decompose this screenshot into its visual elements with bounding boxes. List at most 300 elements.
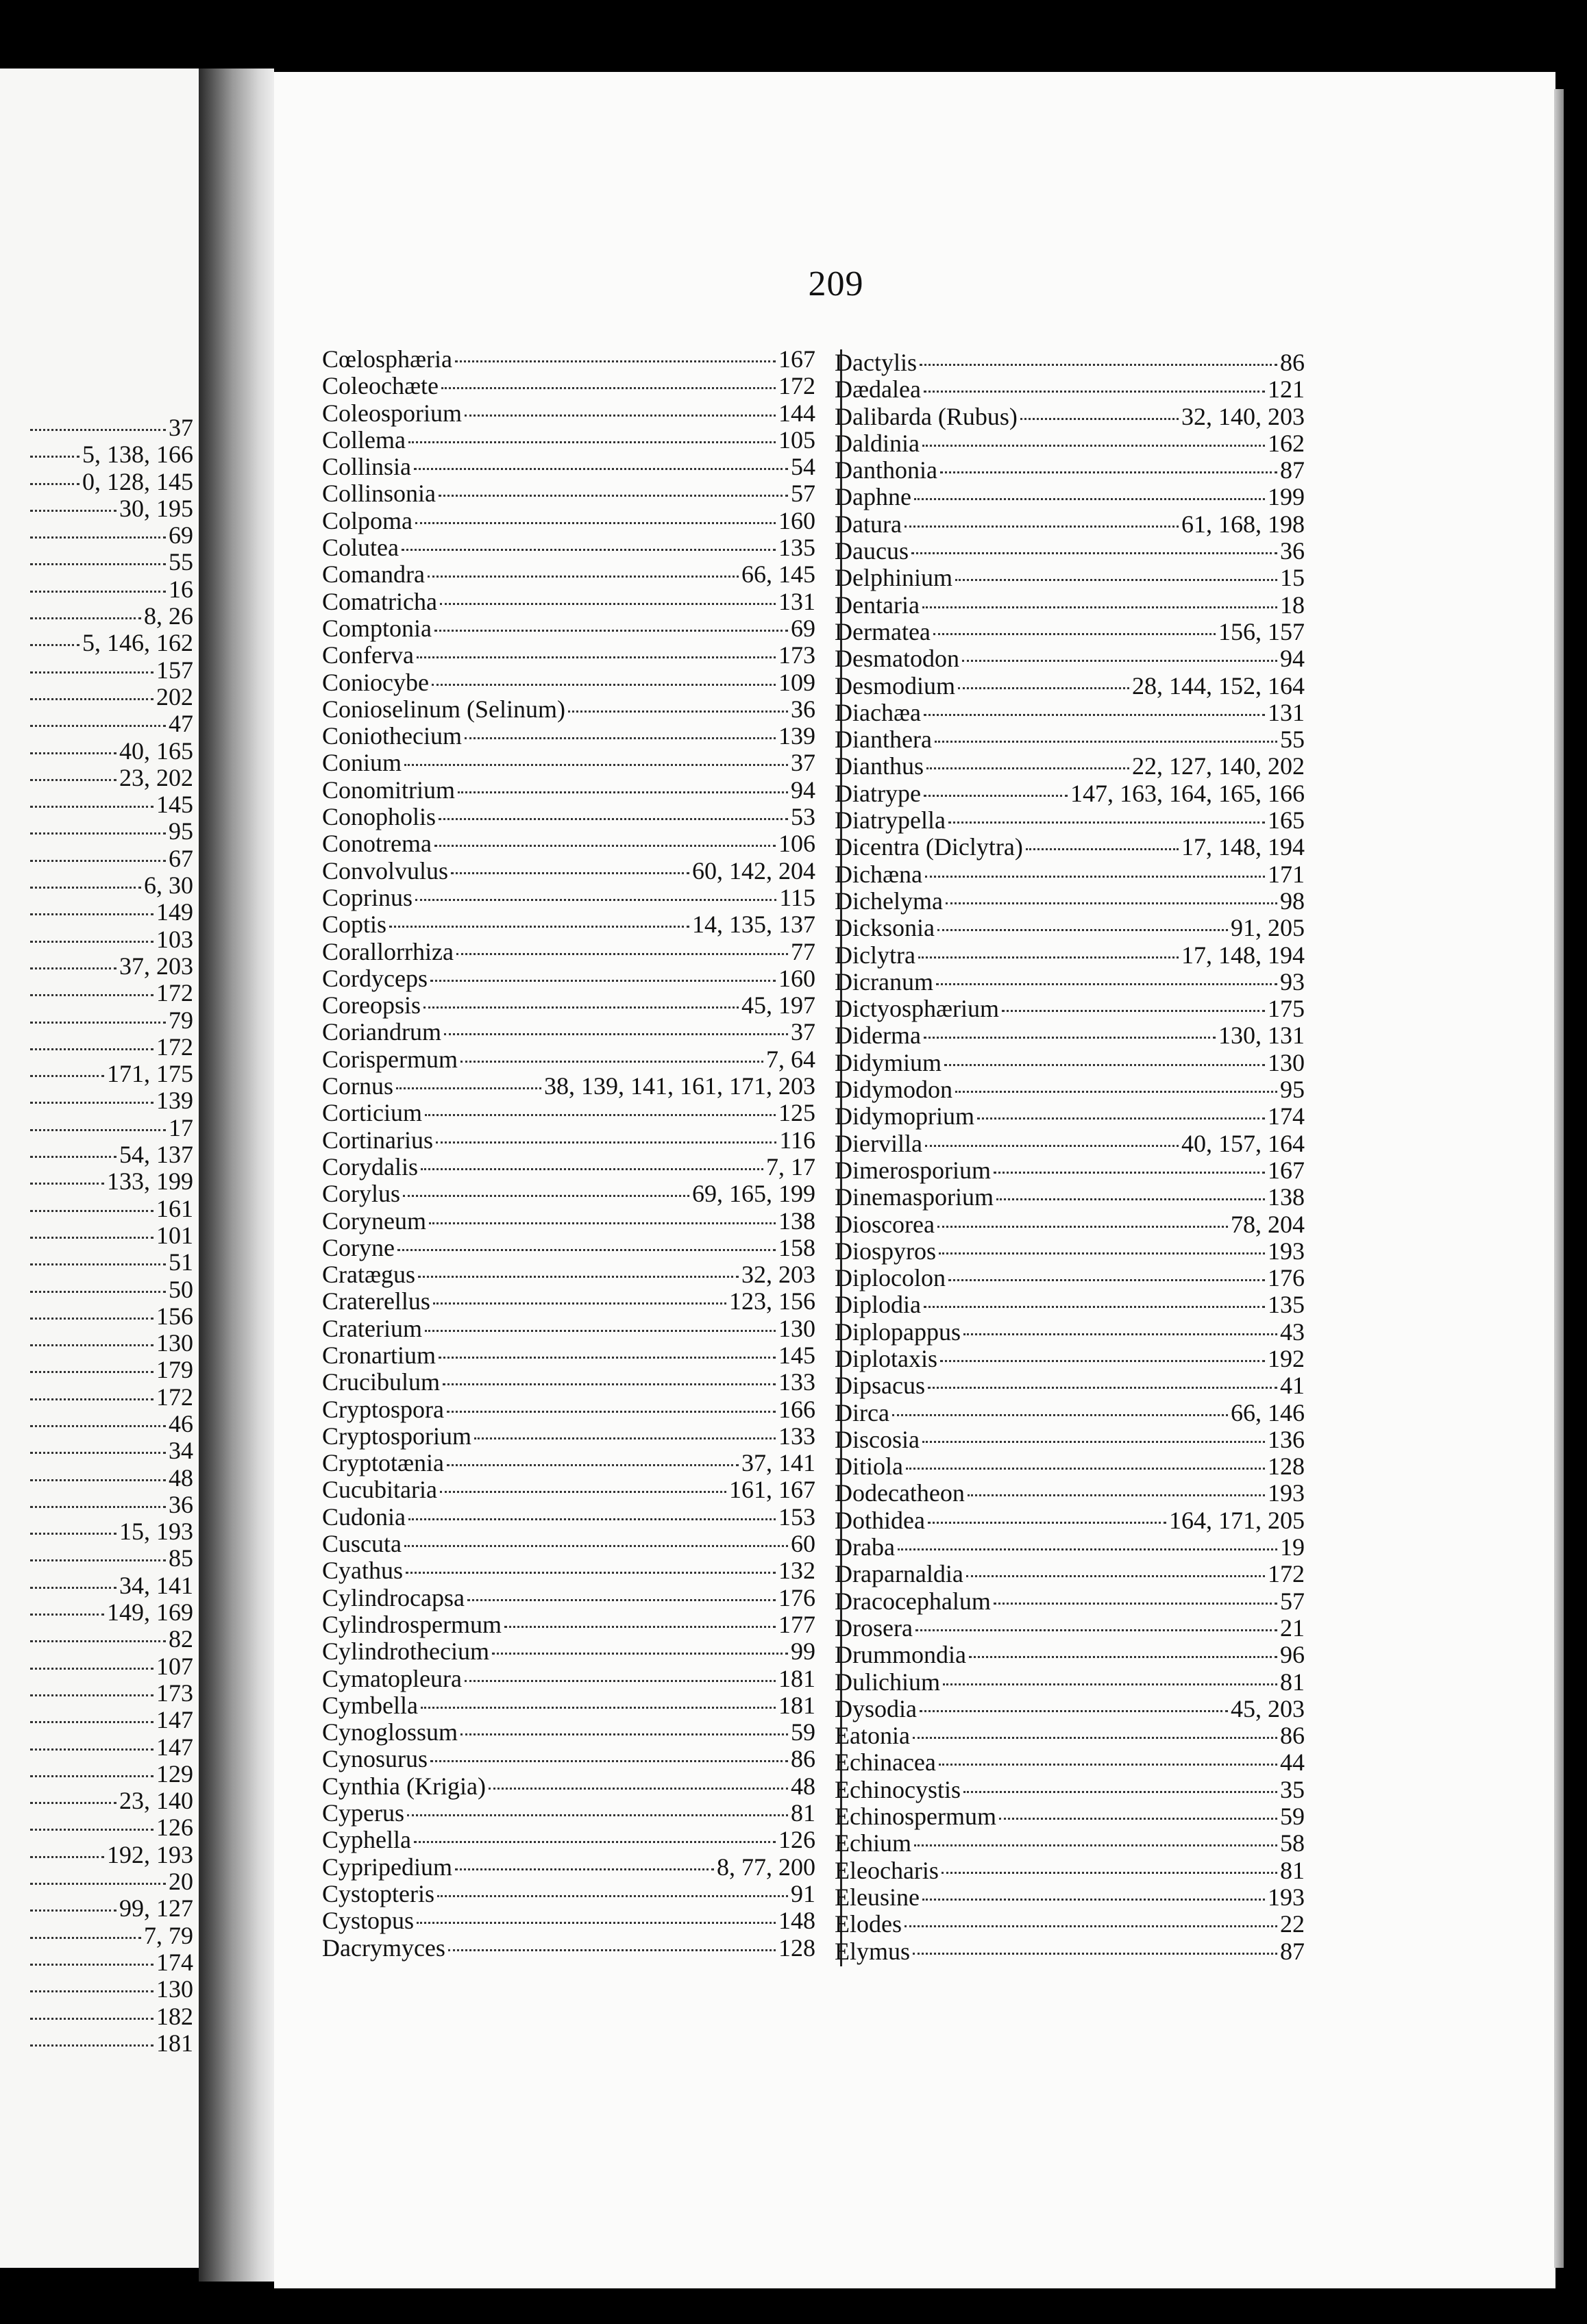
index-entry [322, 1907, 815, 1934]
dot-leader [425, 1114, 776, 1116]
index-entry [322, 508, 815, 534]
entry-pages: 57 [791, 480, 815, 508]
left-page-fragment [27, 1895, 199, 1922]
entry-pages: 145 [778, 1342, 815, 1369]
dot-leader [460, 1061, 763, 1063]
fragment-pages: 37, 203 [119, 952, 193, 980]
entry-pages: 133 [778, 1422, 815, 1450]
index-entry [322, 1180, 815, 1207]
dot-leader [969, 1656, 1277, 1658]
fragment-pages: 5, 138, 166 [82, 441, 193, 469]
entry-name: Cortinarius [322, 1126, 433, 1154]
index-entry [322, 1935, 815, 1962]
left-page-index-fragments [27, 415, 199, 2057]
index-entry [322, 1854, 815, 1881]
left-page [0, 69, 199, 2268]
dot-leader [1020, 418, 1179, 420]
entry-name: Eatonia [835, 1722, 910, 1750]
left-page-fragment [27, 926, 199, 953]
entry-pages: 147, 163, 164, 165, 166 [1070, 780, 1305, 807]
entry-name: Dimerosporium [835, 1157, 991, 1184]
entry-pages: 193 [1268, 1883, 1305, 1911]
dot-leader [417, 1922, 776, 1924]
entry-pages: 45, 197 [741, 992, 815, 1019]
entry-name: Cylindrothecium [322, 1638, 489, 1666]
dot-leader [924, 1037, 1216, 1039]
left-page-fragment [27, 1034, 199, 1061]
dot-leader [939, 1252, 1265, 1254]
entry-name: Cylindrospermum [322, 1611, 502, 1638]
entry-pages: 175 [1268, 996, 1305, 1023]
fragment-pages: 133, 199 [107, 1167, 193, 1196]
fragment-pages: 46 [169, 1409, 193, 1437]
dot-leader [30, 1318, 153, 1320]
fragment-pages: 37 [169, 414, 193, 441]
dot-leader [429, 1222, 776, 1224]
index-entry [322, 1288, 815, 1315]
index-entry [322, 1504, 815, 1531]
index-entry [835, 673, 1305, 700]
entry-pages: 176 [1268, 1265, 1305, 1292]
dot-leader [30, 2044, 153, 2047]
entry-pages: 21 [1280, 1614, 1305, 1642]
index-entry [835, 484, 1305, 510]
index-entry [835, 807, 1305, 834]
left-page-fragment [27, 1061, 199, 1087]
dot-leader [467, 1599, 776, 1601]
entry-pages: 160 [778, 507, 815, 534]
entry-pages: 192 [1268, 1345, 1305, 1372]
dot-leader [937, 1226, 1228, 1228]
index-entry [322, 1773, 815, 1800]
dot-leader [465, 1680, 776, 1682]
entry-pages: 91, 205 [1231, 915, 1305, 942]
fragment-pages: 103 [156, 925, 193, 953]
dot-leader [439, 1357, 776, 1359]
entry-name: Ditiola [835, 1453, 903, 1481]
entry-pages: 94 [1280, 645, 1305, 673]
fragment-pages: 47 [169, 710, 193, 738]
left-page-fragment [27, 2003, 199, 2030]
index-entry [835, 1372, 1305, 1399]
entry-name: Dianthera [835, 726, 932, 754]
index-entry [322, 1719, 815, 1746]
dot-leader [30, 1425, 166, 1427]
index-entry [322, 1611, 815, 1638]
dot-leader [963, 1791, 1277, 1793]
entry-pages: 130 [1268, 1049, 1305, 1076]
entry-name: Eleocharis [835, 1857, 939, 1884]
entry-pages: 156, 157 [1218, 618, 1305, 645]
dot-leader [421, 1707, 776, 1709]
entry-pages: 93 [1280, 968, 1305, 996]
index-entry [322, 1746, 815, 1772]
dot-leader [1026, 848, 1179, 850]
index-entry [322, 454, 815, 480]
entry-pages: 109 [778, 669, 815, 696]
left-page-fragment [27, 1949, 199, 1976]
dot-leader [30, 1129, 166, 1131]
index-entry [322, 642, 815, 669]
dot-leader [30, 456, 79, 458]
entry-name: Dioscorea [835, 1211, 935, 1238]
left-page-fragment [27, 1168, 199, 1195]
dot-leader [504, 1626, 776, 1628]
entry-pages: 132 [778, 1557, 815, 1585]
dot-leader [30, 1102, 153, 1104]
dot-leader [944, 1064, 1265, 1066]
index-entry [322, 1666, 815, 1692]
fragment-pages: 54, 137 [119, 1141, 193, 1169]
entry-pages: 57 [1280, 1587, 1305, 1615]
entry-name: Coleochæte [322, 373, 439, 400]
entry-name: Datura [835, 510, 902, 538]
fragment-pages: 202 [156, 682, 193, 710]
entry-pages: 55 [1280, 726, 1305, 754]
dot-leader [922, 445, 1265, 447]
left-page-fragment [27, 1437, 199, 1464]
fragment-pages: 171, 175 [107, 1060, 193, 1088]
entry-pages: 66, 145 [741, 561, 815, 589]
dot-leader [962, 660, 1277, 662]
dot-leader [439, 495, 788, 497]
fragment-pages: 172 [156, 979, 193, 1007]
index-entry [835, 1238, 1305, 1265]
left-page-fragment [27, 818, 199, 845]
entry-name: Dædalea [835, 376, 921, 404]
index-entry [835, 592, 1305, 619]
dot-leader [30, 1479, 166, 1481]
index-entry [835, 1346, 1305, 1372]
entry-name: Coptis [322, 911, 387, 939]
index-entry [322, 373, 815, 399]
dot-leader [892, 1414, 1228, 1416]
left-page-fragment [27, 1868, 199, 1895]
index-entry [322, 1073, 815, 1100]
index-entry [835, 1319, 1305, 1346]
fragment-pages: 192, 193 [107, 1840, 193, 1868]
index-entry [322, 1261, 815, 1288]
dot-leader [489, 1788, 788, 1790]
left-page-fragment [27, 1707, 199, 1733]
dot-leader [30, 1210, 153, 1212]
entry-name: Dothidea [835, 1507, 925, 1534]
left-page-fragment [27, 495, 199, 522]
entry-name: Cuscuta [322, 1531, 402, 1558]
dot-leader [30, 806, 153, 808]
entry-pages: 18 [1280, 591, 1305, 619]
dot-leader [456, 953, 788, 955]
dot-leader [447, 1411, 776, 1413]
left-page-fragment [27, 1788, 199, 1814]
fragment-pages: 182 [156, 2002, 193, 2030]
left-page-fragment [27, 1492, 199, 1518]
entry-pages: 123, 156 [729, 1288, 815, 1315]
entry-pages: 116 [779, 1126, 815, 1154]
entry-name: Corydalis [322, 1153, 418, 1180]
entry-pages: 158 [778, 1234, 815, 1261]
entry-pages: 177 [778, 1611, 815, 1638]
entry-pages: 130, 131 [1218, 1022, 1305, 1050]
dot-leader [942, 1872, 1277, 1874]
index-entry [835, 1857, 1305, 1884]
dot-leader [937, 929, 1228, 931]
index-entry [322, 1100, 815, 1126]
entry-name: Colpoma [322, 507, 413, 534]
entry-pages: 128 [1268, 1453, 1305, 1481]
dot-leader [911, 552, 1277, 554]
entry-name: Dactylis [835, 349, 917, 376]
entry-name: Dodecatheon [835, 1480, 965, 1507]
entry-name: Drummondia [835, 1642, 966, 1669]
entry-pages: 37, 141 [741, 1450, 815, 1477]
dot-leader [30, 671, 153, 673]
index-entry [322, 615, 815, 642]
entry-name: Cynosurus [322, 1746, 428, 1773]
entry-pages: 7, 64 [766, 1046, 815, 1073]
dot-leader [30, 1559, 166, 1561]
dot-leader [925, 876, 1265, 878]
entry-pages: 69, 165, 199 [692, 1180, 815, 1208]
entry-pages: 87 [1280, 1938, 1305, 1965]
fragment-pages: 7, 79 [144, 1921, 193, 1949]
index-entry [322, 804, 815, 830]
index-entry [835, 1157, 1305, 1184]
entry-pages: 59 [791, 1719, 815, 1746]
index-entry [835, 1938, 1305, 1965]
entry-name: Diderma [835, 1022, 921, 1050]
index-entry [322, 1154, 815, 1180]
dot-leader [966, 1575, 1265, 1577]
entry-name: Diatrypella [835, 807, 946, 835]
dot-leader [946, 902, 1277, 904]
dot-leader [30, 2018, 153, 2020]
entry-pages: 173 [778, 642, 815, 669]
left-page-fragment [27, 1626, 199, 1653]
index-entry [322, 1827, 815, 1853]
entry-name: Cœlosphæria [322, 346, 453, 373]
entry-name: Elymus [835, 1938, 911, 1965]
dot-leader [408, 1518, 776, 1520]
left-page-fragment [27, 980, 199, 1006]
dot-leader [924, 714, 1265, 716]
left-page-fragment [27, 1545, 199, 1572]
entry-name: Conomitrium [322, 776, 456, 804]
dot-leader [492, 1653, 788, 1655]
entry-name: Cratægus [322, 1261, 416, 1289]
left-page-fragment [27, 710, 199, 737]
entry-pages: 133 [778, 1369, 815, 1396]
left-page-fragment [27, 576, 199, 603]
index-entry [835, 780, 1305, 807]
index-entry [835, 1076, 1305, 1103]
dot-leader [1002, 1010, 1265, 1012]
dot-leader [30, 752, 116, 754]
entry-name: Cornus [322, 1073, 394, 1100]
fragment-pages: 173 [156, 1679, 193, 1707]
dot-leader [465, 415, 776, 417]
entry-pages: 181 [778, 1665, 815, 1692]
index-entry [322, 777, 815, 804]
fragment-pages: 51 [169, 1248, 193, 1276]
dot-leader [922, 606, 1277, 608]
dot-leader [448, 1949, 776, 1951]
entry-pages: 78, 204 [1231, 1211, 1305, 1238]
entry-name: Diervilla [835, 1130, 922, 1157]
index-entry [322, 1692, 815, 1719]
dot-leader [30, 779, 116, 781]
entry-pages: 45, 203 [1231, 1695, 1305, 1722]
dot-leader [30, 1291, 166, 1293]
entry-name: Coryneum [322, 1207, 426, 1235]
dot-leader [436, 1141, 776, 1144]
dot-leader [458, 791, 788, 793]
left-page-fragment [27, 1357, 199, 1383]
index-entry [835, 753, 1305, 780]
index-entry [322, 696, 815, 723]
entry-pages: 138 [778, 1207, 815, 1235]
index-entry [322, 992, 815, 1019]
dot-leader [423, 1006, 739, 1009]
dot-leader [30, 1022, 166, 1024]
fragment-pages: 149, 169 [107, 1598, 193, 1627]
fragment-pages: 174 [156, 1948, 193, 1976]
index-entry [322, 1342, 815, 1369]
entry-name: Collinsia [322, 454, 412, 481]
entry-name: Cystopteris [322, 1880, 435, 1907]
entry-pages: 172 [778, 373, 815, 400]
entry-pages: 128 [778, 1934, 815, 1962]
left-page-fragment [27, 1411, 199, 1437]
dot-leader [439, 818, 788, 820]
index-entry [835, 1534, 1305, 1561]
dot-leader [460, 1733, 788, 1735]
entry-pages: 130 [778, 1315, 815, 1342]
fragment-pages: 181 [156, 2029, 193, 2057]
dot-leader [940, 471, 1277, 473]
entry-name: Diachæa [835, 699, 921, 726]
left-page-fragment [27, 1653, 199, 1680]
index-entry [835, 565, 1305, 591]
dot-leader [920, 364, 1277, 366]
entry-pages: 165 [1268, 807, 1305, 835]
entry-pages: 59 [1280, 1803, 1305, 1831]
fragment-pages: 129 [156, 1759, 193, 1788]
left-page-fragment [27, 1249, 199, 1276]
fragment-pages: 16 [169, 575, 193, 603]
entry-name: Dentaria [835, 591, 920, 619]
fragment-pages: 82 [169, 1625, 193, 1653]
index-entry [322, 723, 815, 750]
entry-name: Delphinium [835, 565, 952, 592]
entry-name: Conotrema [322, 830, 432, 858]
entry-name: Dermatea [835, 618, 931, 645]
entry-name: Coryne [322, 1234, 395, 1261]
dot-leader [924, 1306, 1265, 1308]
dot-leader [30, 483, 79, 485]
left-page-fragment [27, 1222, 199, 1249]
entry-name: Diplopappus [835, 1318, 961, 1346]
entry-name: Dacrymyces [322, 1934, 445, 1962]
index-entry [835, 1588, 1305, 1615]
dot-leader [30, 1802, 116, 1804]
entry-pages: 94 [791, 776, 815, 804]
entry-name: Dianthus [835, 753, 924, 780]
index-entry [835, 1777, 1305, 1803]
index-entry [835, 1615, 1305, 1642]
entry-name: Diplocolon [835, 1265, 946, 1292]
index-entry [322, 589, 815, 615]
dot-leader [963, 1333, 1277, 1335]
index-entry [322, 534, 815, 561]
entry-name: Craterium [322, 1315, 422, 1342]
entry-pages: 86 [1280, 349, 1305, 376]
dot-leader [925, 1145, 1179, 1147]
entry-name: Collema [322, 426, 406, 454]
entry-name: Danthonia [835, 457, 937, 484]
dot-leader [999, 1818, 1277, 1820]
left-page-fragment [27, 1087, 199, 1114]
dot-leader [30, 644, 79, 646]
index-entry [322, 1127, 815, 1154]
dot-leader [955, 1091, 1277, 1093]
left-page-fragment [27, 1196, 199, 1222]
dot-leader [404, 764, 788, 766]
left-page-fragment [27, 1141, 199, 1168]
fragment-pages: 130 [156, 1329, 193, 1357]
entry-name: Drosera [835, 1614, 913, 1642]
entry-name: Echinacea [835, 1749, 936, 1777]
entry-pages: 199 [1268, 484, 1305, 511]
index-entry [322, 1369, 815, 1396]
entry-name: Diatrype [835, 780, 921, 807]
index-entry [835, 1803, 1305, 1830]
entry-pages: 14, 135, 137 [692, 911, 815, 939]
dot-leader [30, 887, 141, 889]
left-page-fragment [27, 549, 199, 576]
dot-leader [924, 795, 1068, 797]
index-entry [835, 1130, 1305, 1157]
index-entry [322, 1450, 815, 1476]
dot-leader [425, 1330, 776, 1332]
dot-leader [30, 429, 166, 431]
entry-name: Elodes [835, 1911, 902, 1938]
index-entry [835, 1211, 1305, 1238]
entry-pages: 86 [1280, 1722, 1305, 1750]
entry-name: Dictyosphærium [835, 996, 999, 1023]
index-entry [322, 400, 815, 427]
left-page-fragment [27, 1007, 199, 1034]
fragment-pages: 147 [156, 1733, 193, 1761]
dot-leader [898, 1548, 1277, 1550]
entry-name: Corylus [322, 1180, 401, 1208]
index-entry [835, 619, 1305, 645]
entry-name: Cucubitaria [322, 1476, 437, 1504]
fragment-pages: 67 [169, 844, 193, 872]
index-entry [835, 1022, 1305, 1049]
dot-leader [30, 1533, 116, 1535]
entry-pages: 22, 127, 140, 202 [1132, 753, 1305, 780]
fragment-pages: 30, 195 [119, 494, 193, 522]
dot-leader [30, 1506, 166, 1508]
entry-pages: 135 [1268, 1291, 1305, 1319]
left-page-fragment [27, 630, 199, 656]
index-entry [835, 1291, 1305, 1318]
dot-leader [30, 1640, 166, 1642]
entry-name: Draparnaldia [835, 1561, 963, 1588]
fragment-pages: 20 [169, 1868, 193, 1896]
entry-pages: 60 [791, 1531, 815, 1558]
